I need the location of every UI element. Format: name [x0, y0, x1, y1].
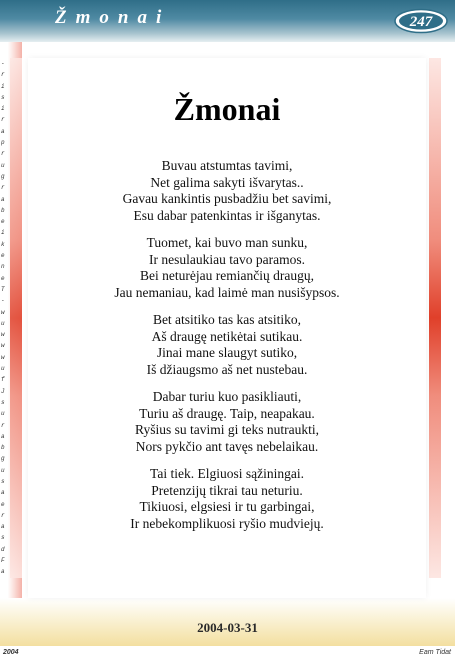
sidebar-letter: e [1, 500, 5, 508]
sidebar-letter: i [1, 105, 5, 113]
sidebar-letter: s [1, 398, 5, 406]
poem-line: Tikiuosi, elgsiesi ir tu garbingai, [139, 499, 315, 514]
sidebar-letter: s [1, 93, 5, 101]
sidebar-letter: e [1, 274, 5, 282]
poem-stanza [28, 466, 426, 532]
left-red-band [10, 58, 22, 578]
poem-stanza [28, 389, 426, 455]
poem-line: Jau nemaniau, kad laimė man nusišypsos. [114, 284, 340, 300]
poem-line: Buvau atstumtas tavimi, [161, 158, 293, 173]
sidebar-letter: u [1, 161, 5, 169]
poem-line: Ir nesulaukiau tavo paramos. [149, 251, 305, 267]
sidebar-letter: s [1, 477, 5, 485]
sidebar-letter: a [1, 568, 5, 576]
sidebar-letter: g [1, 455, 5, 463]
poem-line: Tai tiek. Elgiuosi sąžiningai. [150, 466, 304, 481]
poem-line: Iš džiaugsmo aš net nustebau. [146, 361, 308, 377]
poem-line: Bet atsitiko tas kas atsitiko, [152, 312, 302, 327]
poem-body [28, 158, 426, 543]
sidebar-letter: r [1, 184, 5, 192]
poem-line: Turiu aš draugę. Taip, neapakau. [139, 405, 315, 421]
sidebar-letter: r [1, 421, 5, 429]
poem-date: 2004-03-31 [197, 620, 258, 635]
sidebar-letter: u [1, 319, 5, 327]
sidebar-letter: f [1, 376, 5, 384]
sidebar-letter: w [1, 308, 5, 316]
sidebar-letter: b [1, 206, 5, 214]
logo-icon [393, 8, 449, 34]
sidebar-letter: - [1, 297, 5, 305]
poem-title: Žmonai [173, 91, 281, 127]
sidebar-letter: d [1, 545, 5, 553]
sidebar-letter: a [1, 432, 5, 440]
poem-stanza [28, 235, 426, 301]
sidebar-letter: r [1, 116, 5, 124]
poem-line: Ryšius su tavimi gi teks nutraukti, [135, 422, 319, 437]
sidebar-letter: r [1, 71, 5, 79]
sidebar-letters [1, 60, 9, 580]
sidebar-letter: u [1, 466, 5, 474]
sidebar-letter: p [1, 139, 5, 147]
sidebar-letter: - [1, 60, 5, 67]
poem-line: Nors pykčio ant tavęs nebelaikau. [135, 438, 319, 454]
poem-line: Dabar turiu kuo pasikliauti, [152, 389, 302, 404]
logo-text: 247 [409, 14, 433, 30]
sidebar-letter: J [1, 387, 5, 395]
sidebar-letter: e [1, 218, 5, 226]
sidebar-letter: w [1, 331, 5, 339]
poem-line: Pretenzijų tikrai tau neturiu. [151, 482, 303, 498]
sidebar-letter: r [1, 150, 5, 158]
poem-line: Tuomet, kai buvo man sunku, [146, 235, 308, 250]
sidebar-letter: a [1, 523, 5, 531]
poem-line: Esu dabar patenkintas ir išganytas. [133, 207, 321, 223]
sidebar-letter: i [1, 229, 5, 237]
poem-stanza [28, 312, 426, 378]
sidebar-letter: s [1, 534, 5, 542]
logo-247 [393, 8, 449, 34]
poem-line: Net galima sakyti išvarytas.. [150, 174, 304, 190]
poem-line: Jinai mane slaugyt sutiko, [156, 345, 298, 360]
right-red-band [429, 58, 441, 578]
sidebar-letter: i [1, 82, 5, 90]
footer-right-text: Eam Tidat [419, 649, 451, 656]
poem-panel [28, 58, 426, 598]
poem-line: Aš draugę netikėtai sutikau. [151, 328, 303, 344]
footer-left-text: 2004 [3, 649, 19, 656]
sidebar-letter: a [1, 195, 5, 203]
sidebar-letter: g [1, 172, 5, 180]
header-title: Žmonai [55, 7, 171, 28]
sidebar-letter: u [1, 365, 5, 373]
sidebar-letter: w [1, 353, 5, 361]
sidebar-letter: a [1, 127, 5, 135]
sidebar-letter: w [1, 342, 5, 350]
poem-line: Gavau kankintis pusbadžiu bet savimi, [122, 191, 332, 206]
poem-stanza [28, 158, 426, 224]
poem-line: Ir nebekomplikuosi ryšio mudviejų. [130, 515, 324, 531]
sidebar-letter: e [1, 252, 5, 260]
sidebar-letter: T [1, 285, 5, 293]
sidebar-letter: r [1, 511, 5, 519]
sidebar-letter: b [1, 444, 5, 452]
sidebar-letter: n [1, 263, 5, 271]
sidebar-letter: a [1, 489, 5, 497]
header-bar [0, 0, 455, 42]
sidebar-letter: u [1, 410, 5, 418]
poem-line: Bei neturėjau remiančių draugų, [140, 268, 314, 283]
sidebar-letter: k [1, 240, 5, 248]
sidebar-letter: F [1, 557, 5, 565]
